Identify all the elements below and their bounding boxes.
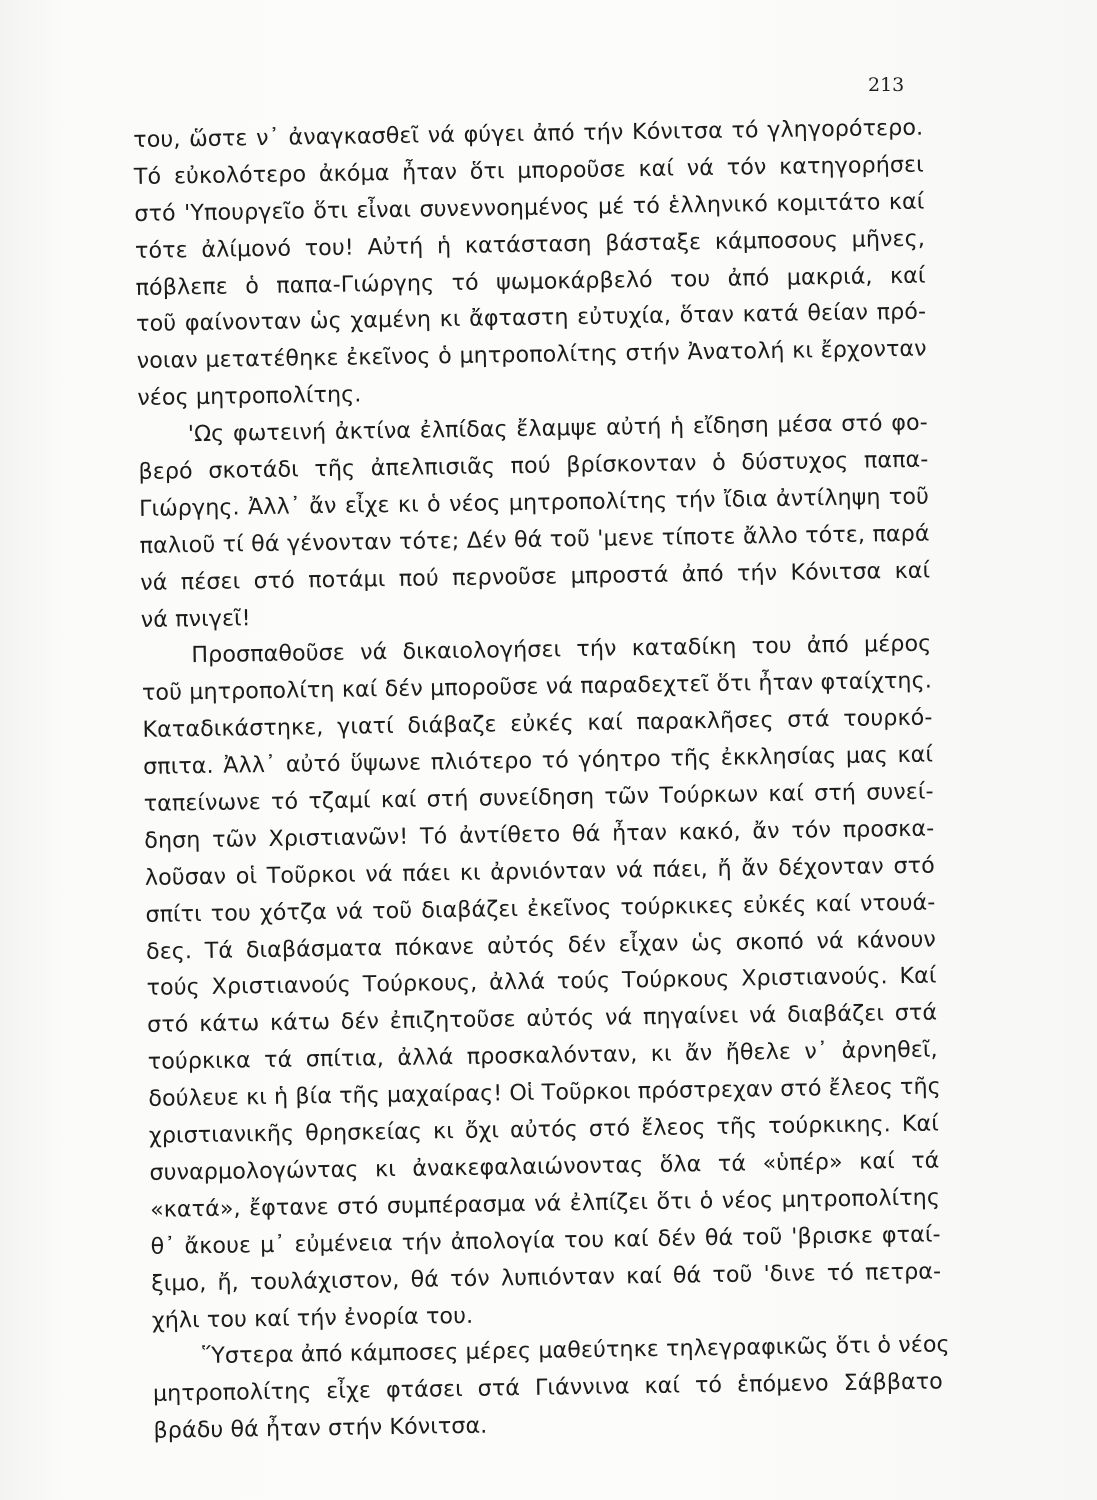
text-line: στό κάτω κάτω δέν ἐπιζητοῦσε αὐτός νά πηγαίνει νά διαβάζει στά (146, 999, 938, 1039)
text-line: στό 'Υπουργεῖο ὅτι εἶναι συνεννοημένος μέ τό ἑλληνικό κομιτάτο καί (134, 188, 925, 227)
text-line: τότε ἀλίμονό του! Αὐτή ἡ κατάσταση βάσταξε κάμποσους μῆνες, (134, 225, 926, 264)
text-line: νά πέσει στό ποτάμι πού περνοῦσε μπροστά ἀπό τήν Κόνιτσα καί (140, 557, 931, 596)
page-number: 213 (868, 74, 905, 96)
text-line: μητροπολίτης εἶχε φτάσει στά Γιάννινα καί τό ἑπόμενο Σάββατο (152, 1368, 944, 1408)
text-line: θ᾿ ἄκουε μ᾿ εὐμένεια τήν ἀπολογία του καί δέν θά τοῦ 'βρισκε φταί- (150, 1221, 941, 1260)
text-line: πόβλεπε ὁ παπα-Γιώργης τό ψωμοκάρβελό του ἀπό μακριά, καί (135, 262, 926, 301)
text-line: βράδυ θά ἦταν στήν Κόνιτσα. (153, 1412, 488, 1445)
text-line: δούλευε κι ἡ βία τῆς μαχαίρας! Οἱ Τοῦρκοι πρόστρεχαν στό ἔλεος τῆς (148, 1073, 941, 1113)
text-line: Γιώργης. Ἀλλ᾿ ἄν εἶχε κι ὁ νέος μητροπολίτης τήν ἴδια ἀντίληψη τοῦ (138, 483, 930, 522)
text-line: ξιμο, ἤ, τουλάχιστον, θά τόν λυπιόνταν καί θά τοῦ 'δινε τό πετρα- (151, 1258, 942, 1297)
text-line: 'Ως φωτεινή ἀκτίνα ἐλπίδας ἔλαμψε αὐτή ἡ εἴδηση μέσα στό φο- (187, 409, 929, 448)
text-line: σπίτι του χότζα νά τοῦ διαβάζει ἐκεῖνος τούρκικες εὐκές καί ντουά- (145, 889, 936, 928)
text-line: παλιοῦ τί θά γένονταν τότε; Δέν θά τοῦ 'μενε τίποτε ἄλλο τότε, παρά (139, 520, 930, 559)
text-line: λοῦσαν οἱ Τοῦρκοι νά πάει κι ἀρνιόνταν νά πάει, ἤ ἄν δέχονταν στό (144, 852, 935, 891)
text-line: νά πνιγεῖ! (140, 604, 251, 633)
text-line: Προσπαθοῦσε νά δικαιολογήσει τήν καταδίκη του ἀπό μέρος (191, 630, 932, 669)
text-line: χήλι του καί τήν ἐνορία του. (151, 1302, 474, 1334)
text-line: Τό εὐκολότερο ἀκόμα ἦταν ὅτι μποροῦσε καί νά τόν κατηγορήσει (133, 151, 924, 190)
text-line: «κατά», ἔφτανε στό συμπέρασμα νά ἐλπίζει ὅτι ὁ νέος μητροπολίτης (149, 1184, 941, 1223)
text-line: Καταδικάστηκε, γιατί διάβαζε εὐκές καί παρακλῆσες στά τουρκό- (142, 704, 933, 744)
body-text (133, 110, 950, 1450)
text-line: βερό σκοτάδι τῆς ἀπελπισιᾶς πού βρίσκονταν ὁ δύστυχος παπα- (138, 446, 929, 485)
text-line: του, ὥστε ν᾿ ἀναγκασθεῖ νά φύγει ἀπό τήν Κόνιτσα τό γληγορότερο. (133, 114, 924, 153)
text-line: Ὕστερα ἀπό κάμποσες μέρες μαθεύτηκε τηλεγραφικῶς ὅτι ὁ νέος (202, 1331, 950, 1370)
text-line: τούς Χριστιανούς Τούρκους, ἀλλά τούς Τούρκους Χριστιανούς. Καί (146, 962, 937, 1002)
text-line: τούρκικα τά σπίτια, ἀλλά προσκαλόνταν, κι ἄν ἤθελε ν᾿ ἀρνηθεῖ, (147, 1036, 938, 1076)
text-line: συναρμολογώντας κι ἀνακεφαλαιώνοντας ὅλα τά «ὑπέρ» καί τά (149, 1147, 940, 1186)
text-line: τοῦ φαίνονταν ὡς χαμένη κι ἄφταστη εὐτυχία, ὅταν κατά θείαν πρό- (135, 299, 927, 338)
text-line: νοιαν μετατέθηκε ἐκεῖνος ὁ μητροπολίτης στήν Ἀνατολή κι ἔρχονταν (136, 335, 927, 375)
text-line: δηση τῶν Χριστιανῶν! Τό ἀντίθετο θά ἦταν κακό, ἄν τόν προσκα- (144, 815, 935, 854)
text-line: δες. Τά διαβάσματα πόκανε αὐτός δέν εἶχαν ὡς σκοπό νά κάνουν (145, 926, 937, 965)
text-line: τοῦ μητροπολίτη καί δέν μποροῦσε νά παραδεχτεῖ ὅτι ἦταν φταίχτης. (141, 667, 933, 707)
text-line: σπιτα. Ἀλλ᾿ αὐτό ὕψωνε πλιότερο τό γόητρο τῆς ἐκκλησίας μας καί (142, 741, 934, 781)
text-line: χριστιανικῆς θρησκείας κι ὄχι αὐτός στό ἔλεος τῆς τούρκικης. Καί (148, 1110, 940, 1149)
text-line: ταπείνωνε τό τζαμί καί στή συνείδηση τῶν Τούρκων καί στή συνεί- (143, 778, 934, 817)
text-line: νέος μητροπολίτης. (137, 381, 362, 412)
